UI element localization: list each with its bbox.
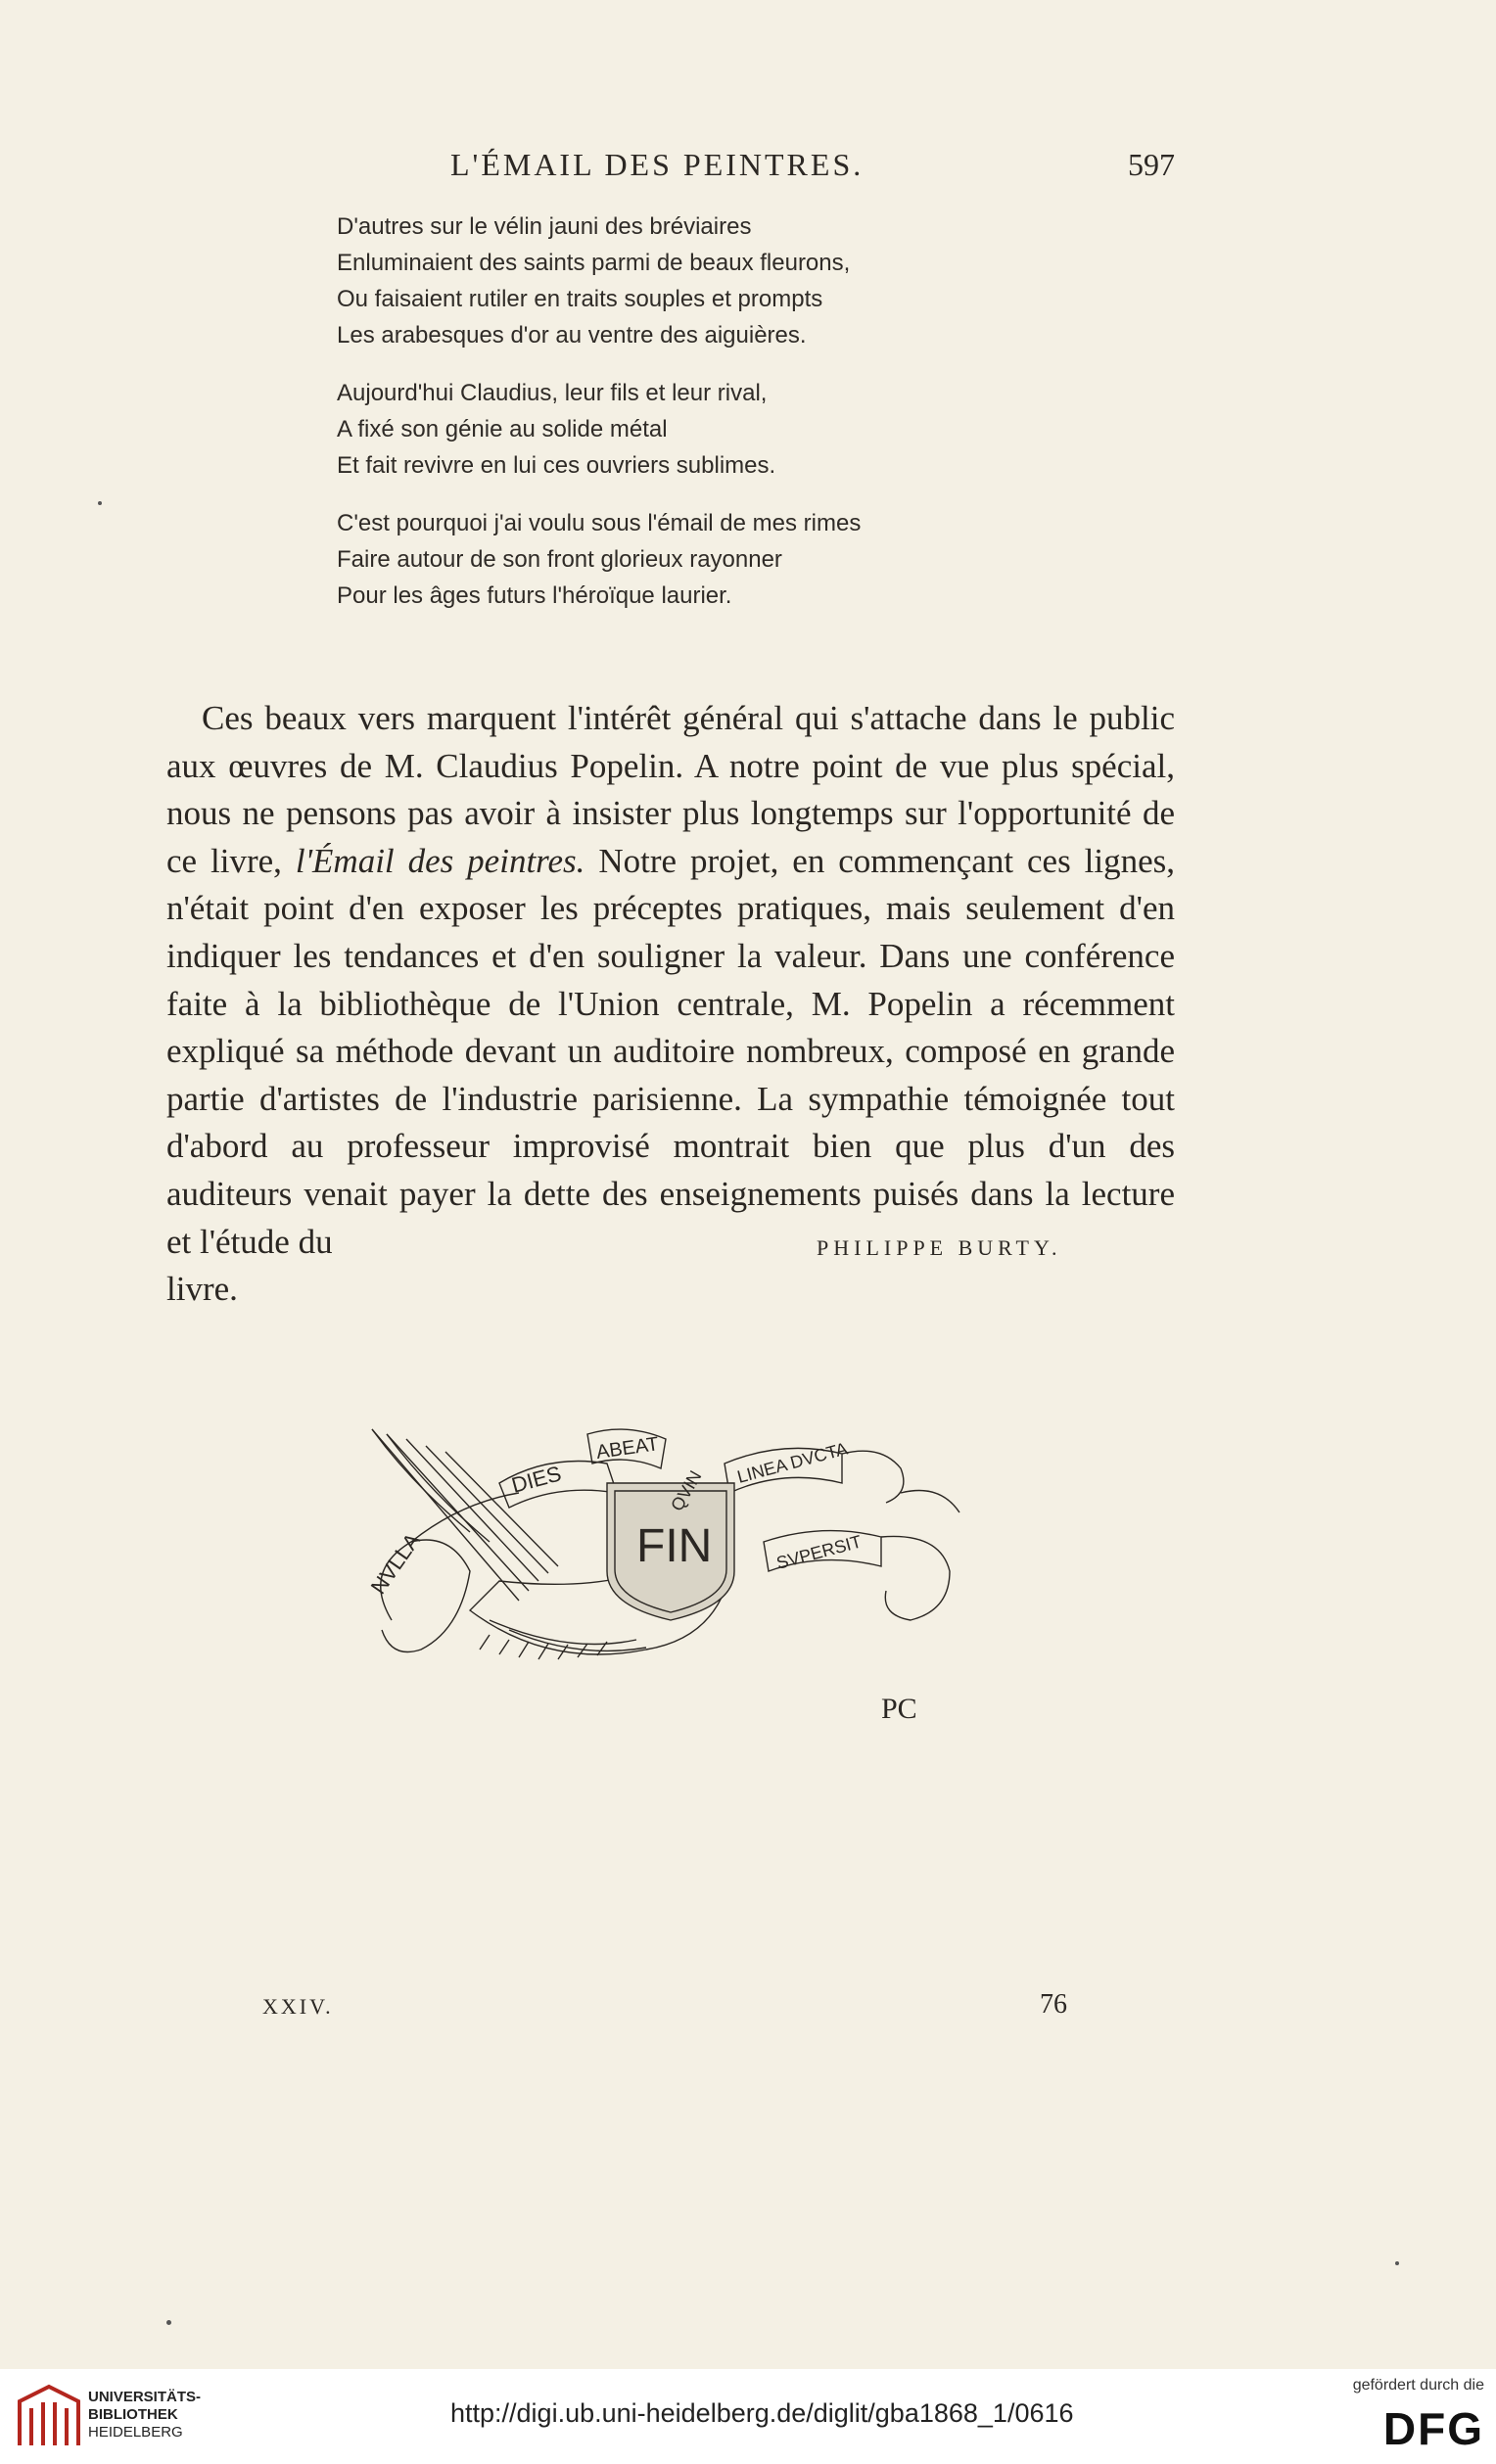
- engraver-monogram: PC: [881, 1693, 917, 1725]
- poem-stanza: [337, 209, 1022, 353]
- page-number: 597: [1128, 147, 1175, 182]
- verse-line: Enluminaient des saints parmi de beaux fleurons,: [337, 250, 851, 276]
- vignette-word: DIES: [508, 1461, 564, 1498]
- library-name-line: HEIDELBERG: [88, 2424, 183, 2441]
- paragraph-text: [166, 695, 1175, 1266]
- vignette-word: QVIN: [667, 1466, 706, 1514]
- print-speck: [166, 2320, 171, 2325]
- sponsor-caption: gefördert durch die: [1352, 2377, 1484, 2394]
- verse-line: Les arabesques d'or au ventre des aiguières.: [337, 322, 807, 349]
- text-before-title: Ces beaux vers marquent l'intérêt général qui s'attache dans le public aux œuvres de M. Claudius Popelin. A notre point de vue plus spécial, nous ne pensons pas avoir à insister plus longtemps sur l'opportunité de ce livre,: [166, 699, 1175, 880]
- library-name-line: BIBLIOTHEK: [88, 2406, 178, 2423]
- vignette-word: NVLLA: [365, 1528, 426, 1599]
- print-speck: [1395, 2261, 1399, 2265]
- vignette-word: SVPERSIT: [773, 1531, 865, 1573]
- print-speck: [98, 501, 102, 505]
- library-name: [88, 2389, 201, 2441]
- poem-stanza: [337, 375, 1022, 484]
- sheet-number: 76: [1040, 1989, 1067, 2020]
- vignette-word: LINEA DVCTA: [734, 1438, 850, 1487]
- running-head: [166, 147, 1175, 186]
- library-logo-icon: [10, 2377, 88, 2455]
- library-name-line: UNIVERSITÄTS-: [88, 2389, 202, 2405]
- verse-line: Et fait revivre en lui ces ouvriers sublimes.: [337, 452, 776, 479]
- book-title: l'Émail des peintres.: [295, 841, 585, 880]
- permalink-url[interactable]: http://digi.ub.uni-heidelberg.de/diglit/gba1868_1/0616: [450, 2398, 1074, 2428]
- verse-line: Faire autour de son front glorieux rayonner: [337, 546, 782, 573]
- verse-line: Aujourd'hui Claudius, leur fils et leur rival,: [337, 380, 768, 406]
- text-after-title: Notre projet, en commençant ces lignes, n'était point d'en exposer les préceptes pratiques, mais seulement d'en indiquer les tendances et d'en souligner la valeur. Dans une conférence faite à la bibliothèque de l'Union centrale, M. Popelin a récemment expliqué sa méthode devant un auditoire nombreux, composé en grande partie d'artistes de l'industrie parisienne. La sympathie témoignée tout d'abord au professeur improvisé montrait bien que plus d'un des auditeurs venait payer la dette des enseignements puisés dans la lecture et l'étude du: [166, 841, 1175, 1261]
- verse-line: Pour les âges futurs l'héroïque laurier.: [337, 582, 732, 609]
- body-paragraph: [166, 695, 1175, 1314]
- verse-line: D'autres sur le vélin jauni des bréviaires: [337, 213, 752, 240]
- sponsor-logo: DFG: [1382, 2403, 1484, 2454]
- fin-vignette-engraving: [352, 1424, 989, 1747]
- vignette-shield-text: FIN: [636, 1520, 713, 1572]
- signature-mark: XXIV.: [262, 1994, 334, 2019]
- running-title: L'ÉMAIL DES PEINTRES.: [450, 147, 865, 182]
- poem: [337, 209, 1022, 635]
- poem-stanza: [337, 505, 1022, 614]
- verse-line: A fixé son génie au solide métal: [337, 416, 668, 442]
- paragraph-last-line: livre.: [166, 1270, 238, 1309]
- vignette-word: ABEAT: [594, 1433, 661, 1464]
- digitization-footer: [0, 2369, 1496, 2464]
- verse-line: C'est pourquoi j'ai voulu sous l'émail de mes rimes: [337, 510, 862, 536]
- author-signature: PHILIPPE BURTY.: [817, 1235, 1062, 1260]
- verse-line: Ou faisaient rutiler en traits souples et prompts: [337, 286, 823, 312]
